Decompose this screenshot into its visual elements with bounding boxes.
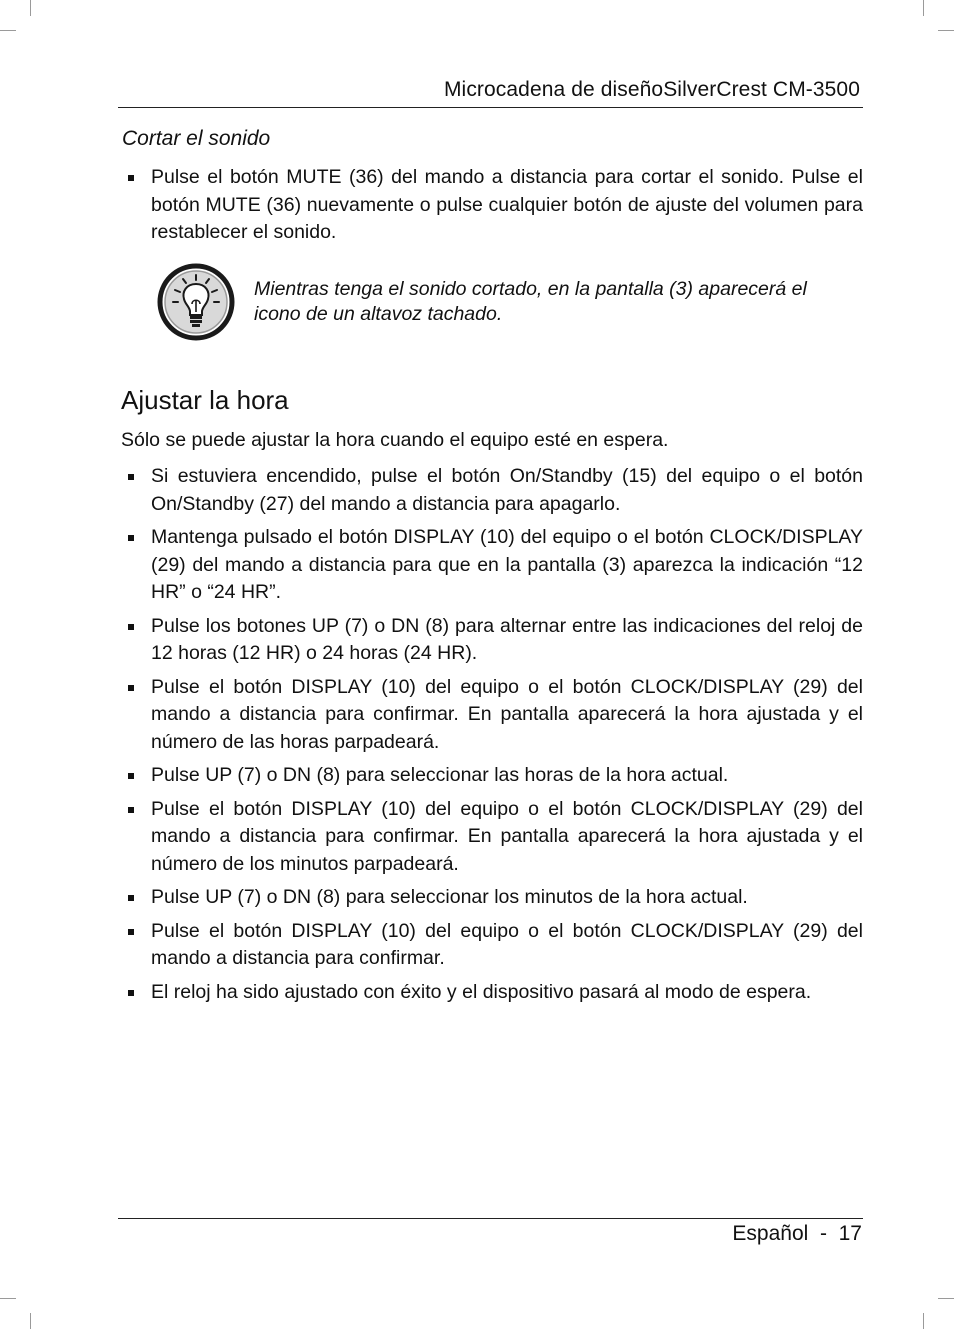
list-item [127, 463, 863, 518]
crop-mark [923, 1313, 924, 1329]
crop-mark [938, 30, 954, 31]
page-footer-label: Español - 17 [732, 1222, 862, 1245]
list-item [127, 164, 863, 247]
clock-bullet-list [127, 463, 863, 1012]
crop-mark [30, 1313, 31, 1329]
bullet-marker [128, 474, 134, 480]
list-item [127, 524, 863, 607]
lightbulb-icon [155, 262, 237, 342]
bullet-marker [128, 990, 134, 996]
list-item-text: Pulse UP (7) o DN (8) para seleccionar las horas de la hora actual. [151, 764, 729, 786]
clock-heading: Ajustar la hora [121, 385, 289, 415]
list-item [127, 613, 863, 668]
list-item [127, 674, 863, 757]
list-item-text: Si estuviera encendido, pulse el botón On/Standby (15) del equipo o el botón On/Standby (27) del mando a distancia para apagarlo. [151, 465, 863, 515]
bullet-marker [128, 895, 134, 901]
header-divider [118, 107, 863, 108]
bullet-marker [128, 535, 134, 541]
bullet-marker [128, 624, 134, 630]
list-item-text: Mantenga pulsado el botón DISPLAY (10) del equipo o el botón CLOCK/DISPLAY (29) del mando a distancia para que en la pantalla (3) aparezca la indicación “12 HR” o “24 HR”. [151, 526, 863, 603]
bullet-marker [128, 773, 134, 779]
note-text: Mientras tenga el sonido cortado, en la pantalla (3) aparecerá el icono de un altavoz tachado. [254, 278, 807, 325]
list-item [127, 979, 863, 1007]
list-item [127, 884, 863, 912]
list-item-text: Pulse el botón MUTE (36) del mando a distancia para cortar el sonido. Pulse el botón MUTE (36) nuevamente o pulse cualquier botón de ajuste del volumen para restablecer el sonido. [151, 166, 863, 243]
list-item-text: Pulse UP (7) o DN (8) para seleccionar los minutos de la hora actual. [151, 886, 748, 908]
list-item-text: El reloj ha sido ajustado con éxito y el dispositivo pasará al modo de espera. [151, 980, 812, 1003]
crop-mark [938, 1298, 954, 1299]
list-item-text: Pulse el botón DISPLAY (10) del equipo o el botón CLOCK/DISPLAY (29) del mando a distancia para confirmar. En pantalla aparecerá la hora ajustada y el número de los minutos parpadeará. [151, 797, 863, 875]
footer-divider [118, 1218, 863, 1219]
mute-bullet-list [127, 164, 863, 253]
crop-mark [0, 30, 16, 31]
bullet-marker [128, 807, 134, 813]
list-item [127, 796, 863, 879]
list-item-text: Pulse los botones UP (7) o DN (8) para alternar entre las indicaciones del reloj de 12 horas (12 HR) o 24 horas (24 HR). [151, 614, 863, 664]
clock-intro: Sólo se puede ajustar la hora cuando el equipo esté en espera. [121, 429, 669, 451]
bullet-marker [128, 685, 134, 691]
list-item [127, 918, 863, 973]
crop-mark [0, 1298, 16, 1299]
page-header-title: Microcadena de diseñoSilverCrest CM-3500 [443, 78, 860, 101]
mute-heading: Cortar el sonido [122, 127, 271, 150]
list-item [127, 762, 863, 790]
bullet-marker [128, 175, 134, 181]
list-item-text: Pulse el botón DISPLAY (10) del equipo o el botón CLOCK/DISPLAY (29) del mando a distancia para confirmar. [151, 919, 863, 969]
crop-mark [923, 0, 924, 16]
crop-mark [30, 0, 31, 16]
bullet-marker [128, 929, 134, 935]
list-item-text: Pulse el botón DISPLAY (10) del equipo o el botón CLOCK/DISPLAY (29) del mando a distancia para confirmar. En pantalla aparecerá la hora ajustada y el número de las horas parpadeará. [151, 675, 863, 753]
